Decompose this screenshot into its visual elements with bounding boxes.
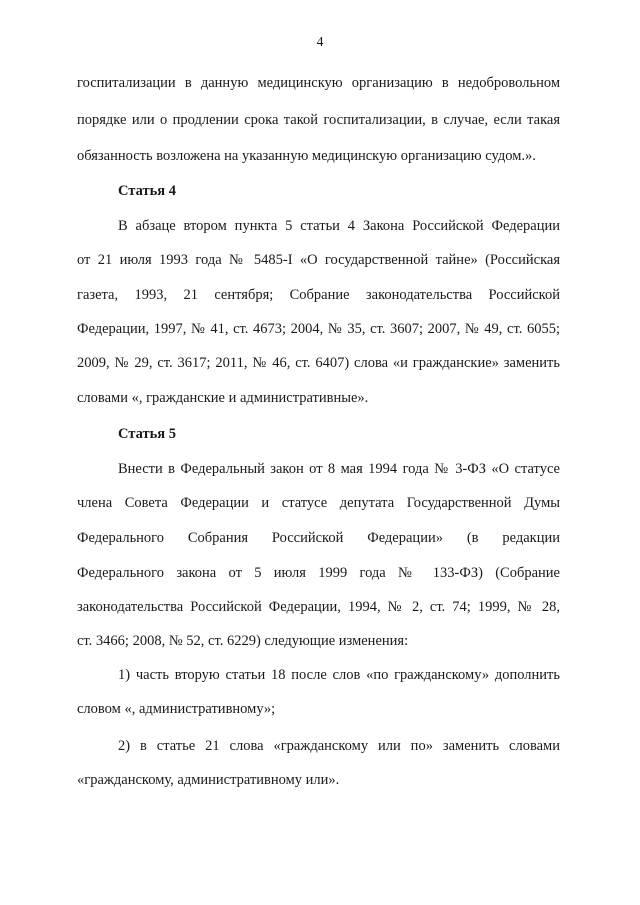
- item-1-line: словом «, административному»;: [77, 701, 276, 717]
- intro-line: госпитализации в данную медицинскую организацию в недобровольном: [77, 75, 560, 91]
- intro-line: порядке или о продлении срока такой госпитализации, в случае, если такая: [77, 112, 560, 128]
- article-5-heading: Статья 5: [118, 426, 176, 442]
- article-5-line: члена Совета Федерации и статусе депутата Государственной Думы: [77, 495, 560, 511]
- item-1-line: 1) часть вторую статьи 18 после слов «по гражданскому» дополнить: [118, 667, 560, 683]
- article-4-line: 2009, № 29, ст. 3617; 2011, № 46, ст. 6407) слова «и гражданские» заменить: [77, 355, 560, 371]
- article-4-line: В абзаце втором пункта 5 статьи 4 Закона Российской Федерации: [118, 218, 560, 234]
- article-5-line: Федерального закона от 5 июля 1999 года № 133-ФЗ) (Собрание: [77, 565, 560, 581]
- article-4-line: словами «, гражданские и административные».: [77, 390, 369, 406]
- article-5-line: законодательства Российской Федерации, 1994, № 2, ст. 74; 1999, № 28,: [77, 599, 560, 615]
- article-4-line: от 21 июля 1993 года № 5485-I «О государственной тайне» (Российская: [77, 252, 560, 268]
- article-4-heading: Статья 4: [118, 183, 176, 199]
- article-5-line: ст. 3466; 2008, № 52, ст. 6229) следующие изменения:: [77, 633, 409, 649]
- item-2-line: «гражданскому, административному или».: [77, 772, 340, 788]
- article-5-line: Федерального Собрания Российской Федерации» (в редакции: [77, 530, 560, 546]
- article-4-line: газета, 1993, 21 сентября; Собрание законодательства Российской: [77, 287, 560, 303]
- item-2-line: 2) в статье 21 слова «гражданскому или по» заменить словами: [118, 738, 560, 754]
- page-number: 4: [316, 35, 324, 50]
- article-4-line: Федерации, 1997, № 41, ст. 4673; 2004, № 35, ст. 3607; 2007, № 49, ст. 6055;: [77, 321, 560, 337]
- intro-line: обязанность возложена на указанную медицинскую организацию судом.».: [77, 148, 536, 164]
- article-5-line: Внести в Федеральный закон от 8 мая 1994 года № 3-ФЗ «О статусе: [118, 461, 560, 477]
